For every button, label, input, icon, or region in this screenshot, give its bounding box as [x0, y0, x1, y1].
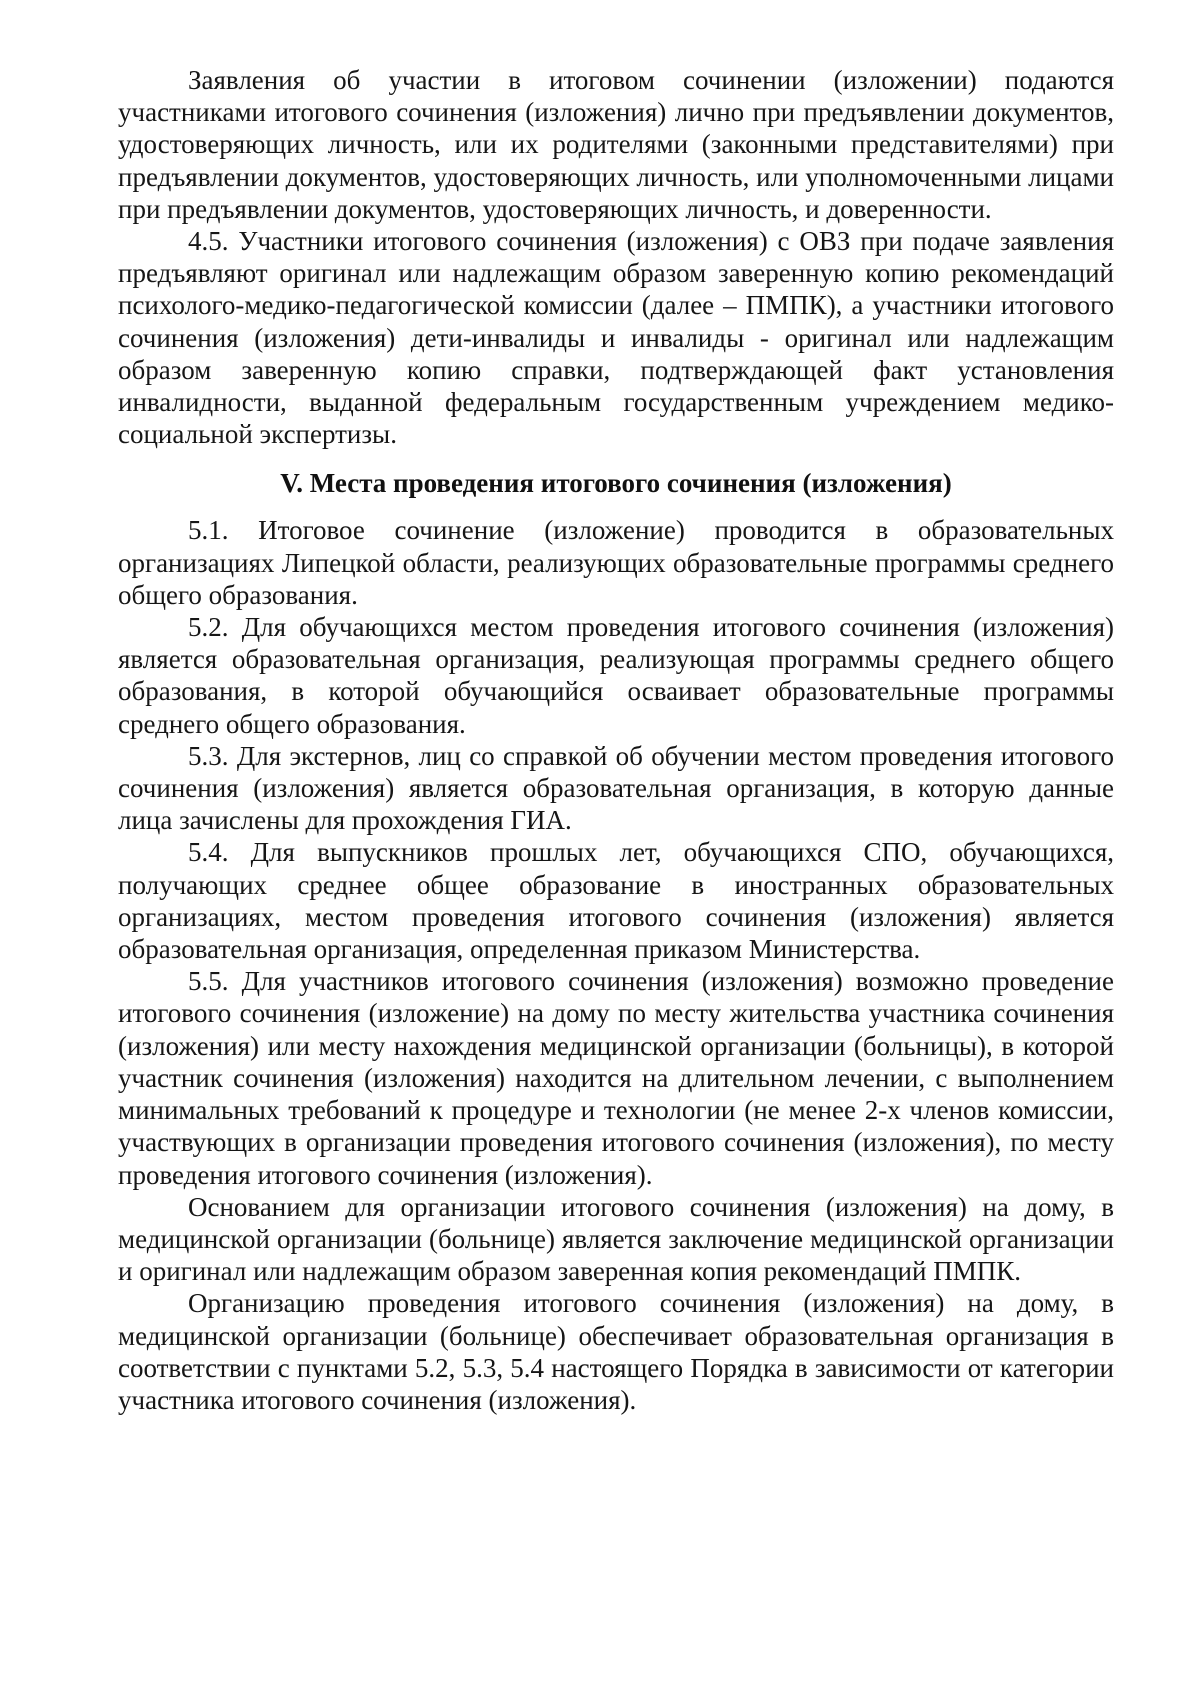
paragraph-applications: Заявления об участии в итоговом сочинении (изложении) подаются участниками итогового сочинения (изложения) лично при предъявлении документов, удостоверяющих личность, или их родителями (законными представителями) при предъявлении документов, удостоверяющих личность, или уполномоченными лицами при предъявлении документов, удостоверяющих личность, и доверенности. [118, 65, 1114, 224]
paragraph-4-5: 4.5. Участники итогового сочинения (изложения) с ОВЗ при подаче заявления предъявляют оригинал или надлежащим образом заверенную копию рекомендаций психолого-медико-педагогической комиссии (далее – ПМПК), а участники итогового сочинения (изложения) дети-инвалиды и инвалиды - оригинал или надлежащим образом заверенную копию справки, подтверждающей факт установления инвалидности, выданной федеральным государственным учреждением медико-социальной экспертизы. [118, 226, 1114, 450]
section-heading: V. Места проведения итогового сочинения (изложения) [280, 468, 952, 499]
paragraph-5-5: 5.5. Для участников итогового сочинения (изложения) возможно проведение итогового сочинения (изложение) на дому по месту жительства участника сочинения (изложения) или месту нахождения медицинской организации (больницы), в которой участник сочинения (изложения) находится на длительном лечении, с выполнением минимальных требований к процедуре и технологии (не менее 2-х членов комиссии, участвующих в организации проведения итогового сочинения (изложения), по месту проведения итогового сочинения (изложения). [118, 966, 1114, 1190]
paragraph-organization: Организацию проведения итогового сочинения (изложения) на дому, в медицинской организации (больнице) обеспечивает образовательная организация в соответствии с пунктами 5.2, 5.3, 5.4 настоящего Порядка в зависимости от категории участника итогового сочинения (изложения). [118, 1288, 1114, 1415]
paragraph-5-4: 5.4. Для выпускников прошлых лет, обучающихся СПО, обучающихся, получающих среднее общее образование в иностранных образовательных организациях, местом проведения итогового сочинения (изложения) является образовательная организация, определенная приказом Министерства. [118, 837, 1114, 965]
paragraph-5-1: 5.1. Итоговое сочинение (изложение) проводится в образовательных организациях Липецкой области, реализующих образовательные программы среднего общего образования. [118, 515, 1114, 610]
document-body [118, 64, 1114, 1416]
paragraph-5-2: 5.2. Для обучающихся местом проведения итогового сочинения (изложения) является образовательная организация, реализующая программы среднего общего образования, в которой обучающийся осваивает образовательные программы среднего общего образования. [118, 612, 1114, 739]
paragraph-5-3: 5.3. Для экстернов, лиц со справкой об обучении местом проведения итогового сочинения (изложения) является образовательная организация, в которую данные лица зачислены для прохождения ГИА. [118, 740, 1114, 836]
paragraph-grounds: Основанием для организации итогового сочинения (изложения) на дому, в медицинской организации (больнице) является заключение медицинской организации и оригинал или надлежащим образом заверенная копия рекомендаций ПМПК. [118, 1191, 1114, 1287]
